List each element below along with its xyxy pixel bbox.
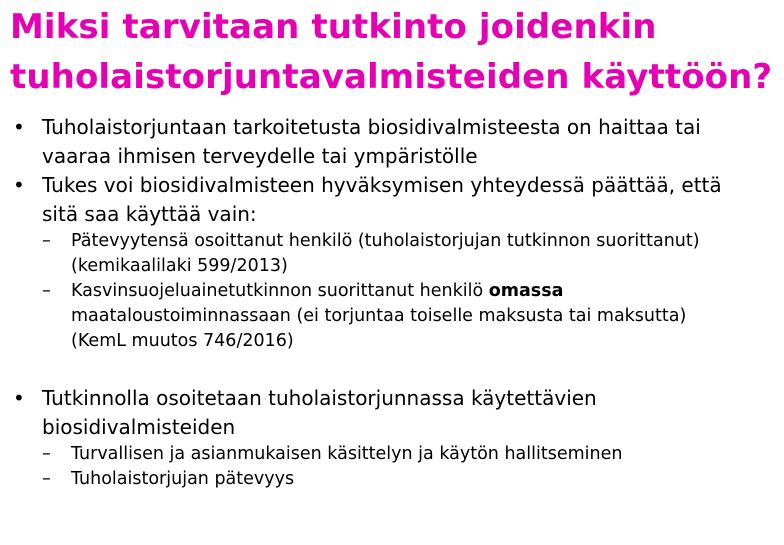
slide-title bbox=[10, 2, 780, 102]
bullet-item bbox=[12, 113, 780, 171]
bullet-text-line: Tuholaistorjuntaan tarkoitetusta biosidivalmisteesta on haittaa tai bbox=[42, 115, 701, 139]
sub-bullet-item bbox=[12, 442, 780, 467]
sub-bullet-text-line: Pätevyytensä osoittanut henkilö (tuholaistorjujan tutkinnon suorittanut) bbox=[71, 231, 700, 251]
slide-body bbox=[12, 113, 780, 492]
sub-bullet-marker: – bbox=[42, 281, 51, 301]
sub-bullet-text-line: (KemL muutos 746/2016) bbox=[71, 331, 294, 351]
bullet-item bbox=[12, 171, 780, 229]
bullet-text-line: vaaraa ihmisen terveydelle tai ympäristölle bbox=[42, 144, 478, 168]
bullet-text-line: sitä saa käyttää vain: bbox=[42, 202, 257, 226]
bullet-item bbox=[12, 384, 780, 442]
sub-bullet-item bbox=[12, 279, 780, 354]
sub-bullet-text-emphasis: omassa bbox=[488, 281, 564, 301]
sub-bullet-marker: – bbox=[42, 444, 51, 464]
sub-bullet-item bbox=[12, 467, 780, 492]
sub-bullet-marker: – bbox=[42, 469, 51, 489]
sub-bullet-text-line: (kemikaalilaki 599/2013) bbox=[71, 256, 288, 276]
sub-bullet-item bbox=[12, 229, 780, 279]
bullet-text-line: biosidivalmisteiden bbox=[42, 415, 236, 439]
slide-title-line-2: tuholaistorjuntavalmisteiden käyttöön? bbox=[10, 57, 773, 97]
bullet-text-line: Tutkinnolla osoitetaan tuholaistorjunnassa käytettävien bbox=[42, 386, 597, 410]
bullet-text-line: Tukes voi biosidivalmisteen hyväksymisen yhteydessä päättää, että bbox=[42, 173, 722, 197]
sub-bullet-text-line: maataloustoiminnassaan (ei torjuntaa toiselle maksusta tai maksutta) bbox=[71, 306, 687, 326]
spacer bbox=[12, 354, 780, 384]
sub-bullet-marker: – bbox=[42, 231, 51, 251]
slide-title-line-1: Miksi tarvitaan tutkinto joidenkin bbox=[10, 7, 657, 47]
sub-bullet-text-line: Tuholaistorjujan pätevyys bbox=[71, 469, 295, 489]
sub-bullet-text-plain: Kasvinsuojeluainetutkinnon suorittanut henkilö bbox=[71, 281, 489, 301]
bullet-marker: • bbox=[13, 386, 25, 410]
bullet-marker: • bbox=[13, 115, 25, 139]
sub-bullet-text-line: Turvallisen ja asianmukaisen käsittelyn ja käytön hallitseminen bbox=[71, 444, 623, 464]
bullet-marker: • bbox=[13, 173, 25, 197]
sub-bullet-text-line bbox=[71, 279, 780, 304]
